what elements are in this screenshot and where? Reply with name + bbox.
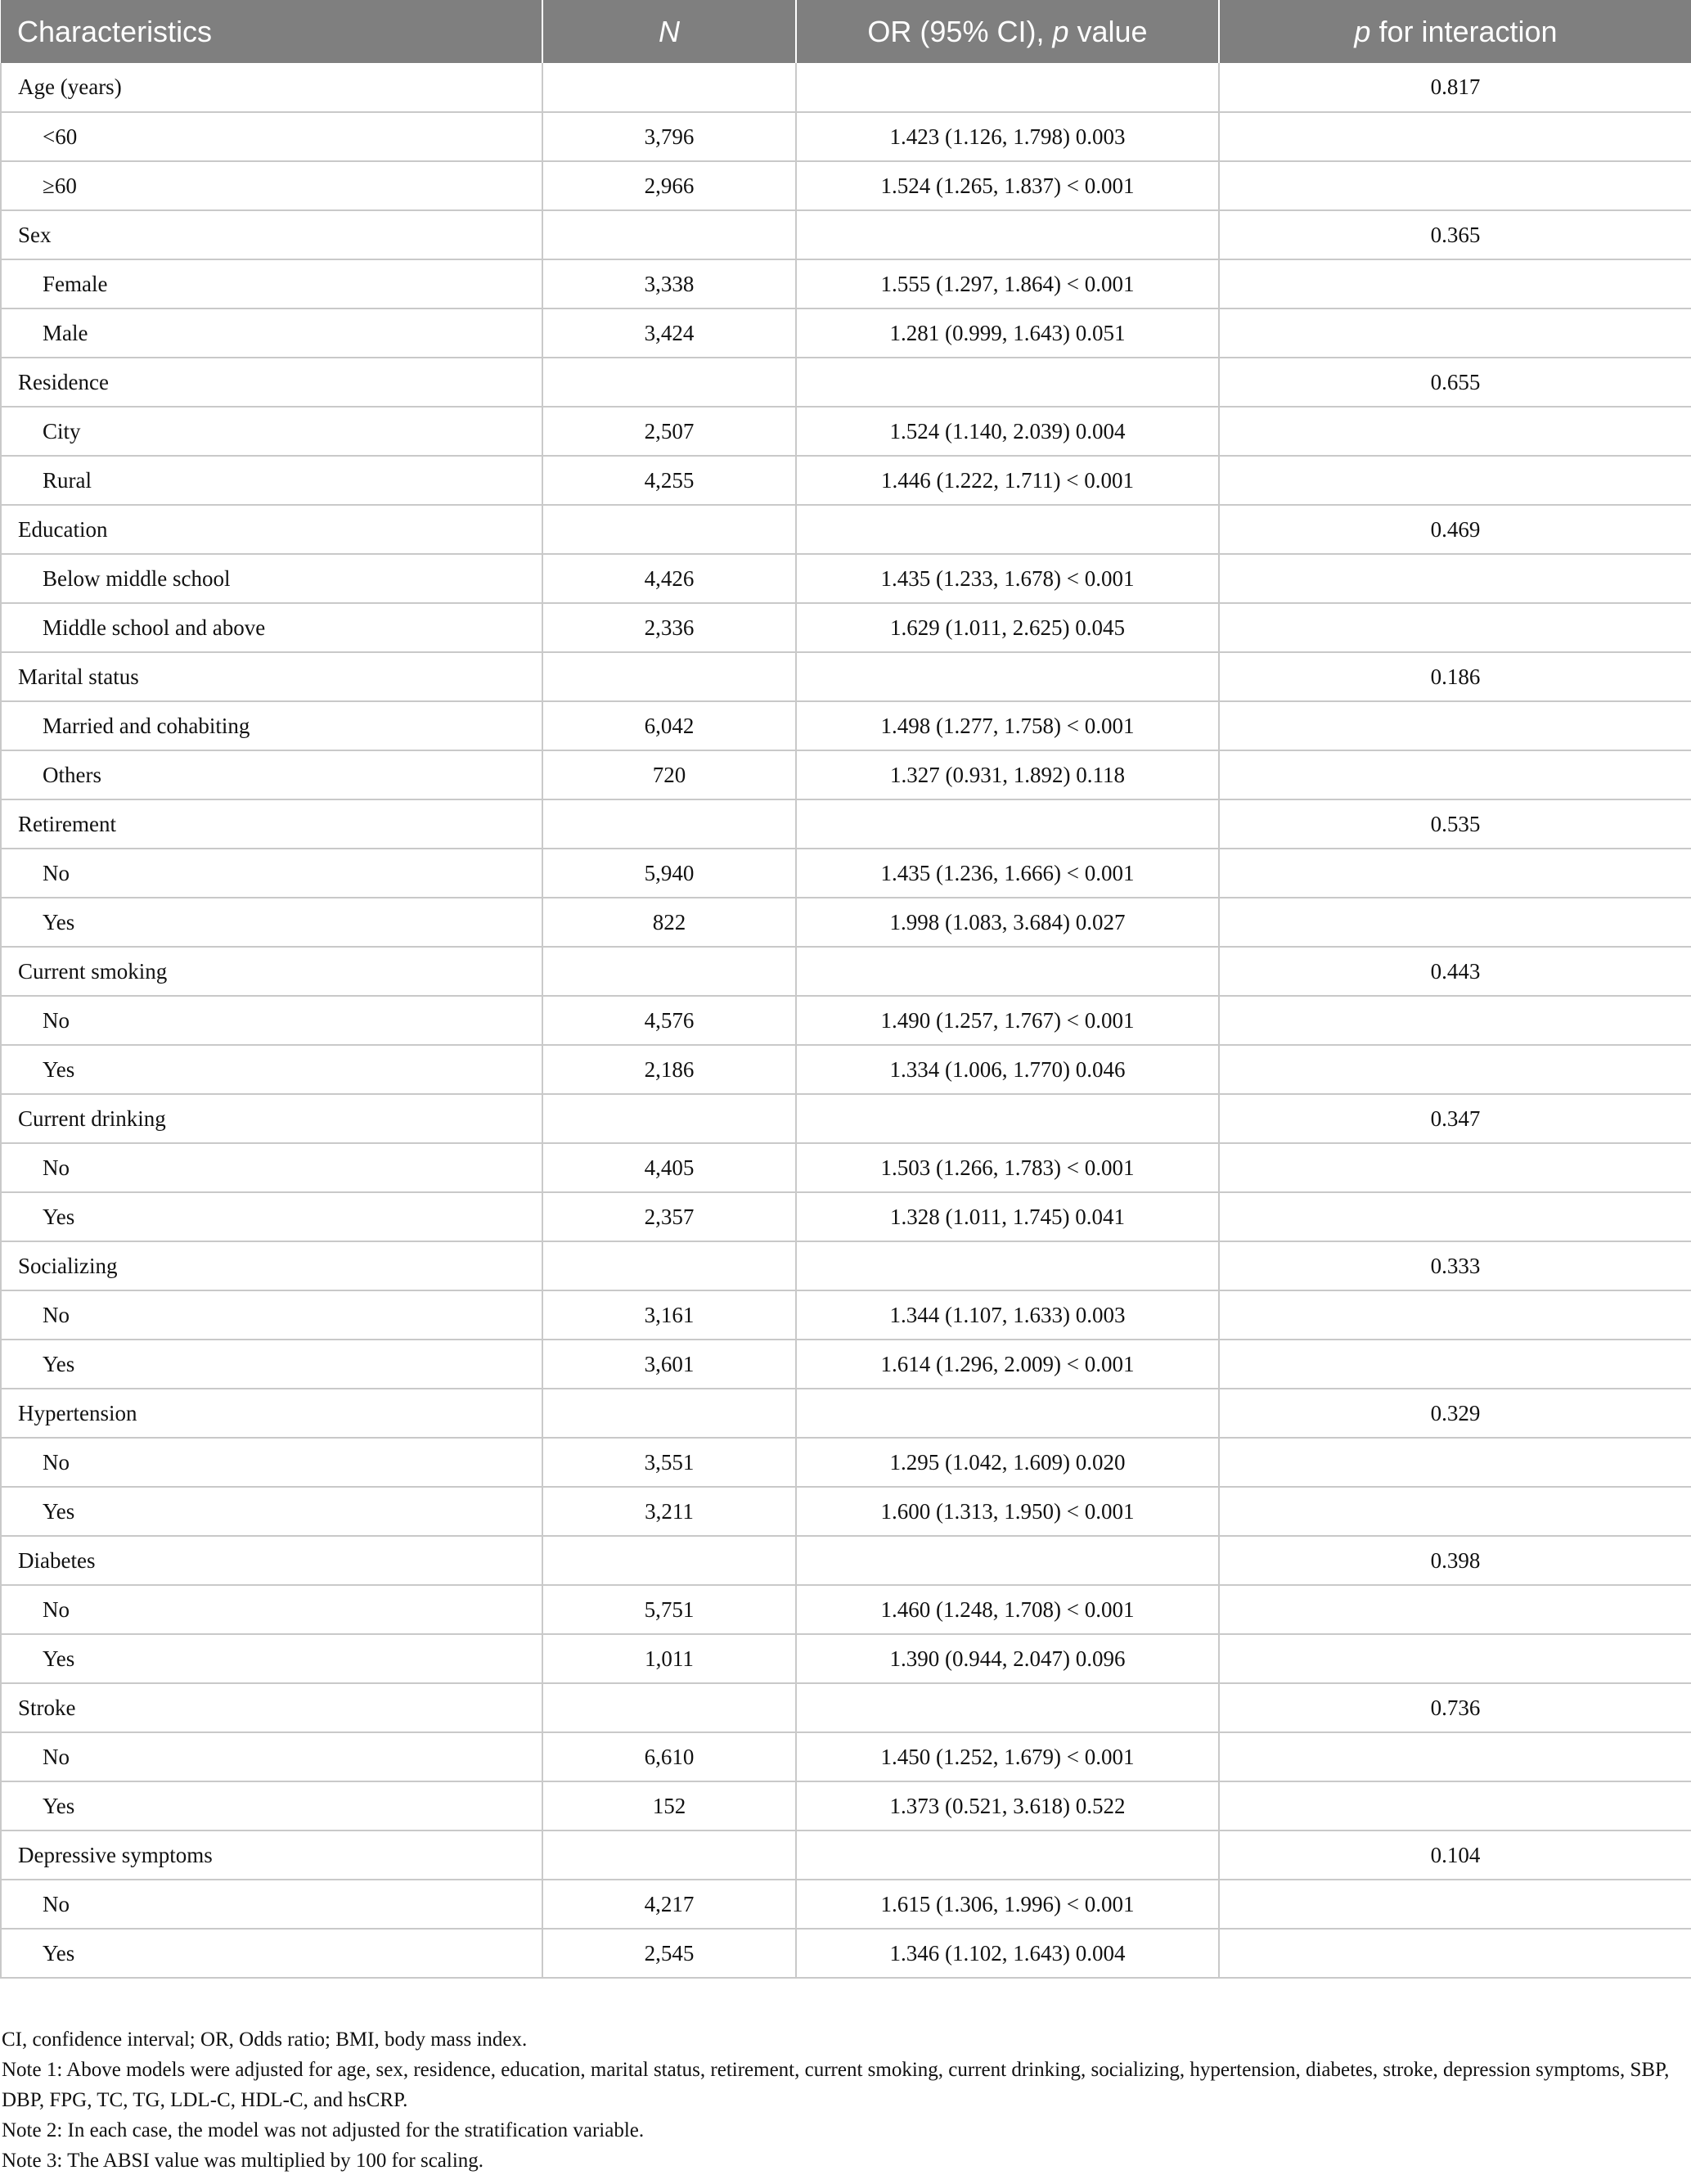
cell-or-ci-p	[796, 63, 1219, 112]
table-group-row	[1, 1241, 1691, 1290]
cell-characteristic: City	[1, 407, 542, 456]
cell-characteristic: Yes	[1, 1487, 542, 1536]
cell-n: 2,966	[542, 161, 796, 210]
cell-p-interaction	[1219, 308, 1691, 358]
table-header-row	[1, 0, 1691, 63]
table-group-row	[1, 1831, 1691, 1880]
cell-characteristic: Male	[1, 308, 542, 358]
table-subgroup-row	[1, 1634, 1691, 1683]
table-subgroup-row	[1, 1290, 1691, 1340]
cell-or-ci-p	[796, 1683, 1219, 1732]
cell-n: 3,211	[542, 1487, 796, 1536]
cell-n: 3,601	[542, 1340, 796, 1389]
cell-n: 4,576	[542, 996, 796, 1045]
cell-n: 2,507	[542, 407, 796, 456]
cell-characteristic: No	[1, 1143, 542, 1192]
header-or-p: p	[1052, 14, 1069, 48]
cell-or-ci-p: 1.344 (1.107, 1.633) 0.003	[796, 1290, 1219, 1340]
cell-characteristic: Rural	[1, 456, 542, 505]
cell-n: 4,405	[542, 1143, 796, 1192]
cell-p-interaction	[1219, 1045, 1691, 1094]
cell-p-interaction	[1219, 259, 1691, 308]
cell-characteristic: No	[1, 849, 542, 898]
cell-n: 4,426	[542, 554, 796, 603]
cell-n: 6,042	[542, 701, 796, 750]
cell-or-ci-p: 1.503 (1.266, 1.783) < 0.001	[796, 1143, 1219, 1192]
table-group-row	[1, 799, 1691, 849]
header-p-interaction	[1219, 0, 1691, 63]
cell-p-interaction	[1219, 849, 1691, 898]
cell-or-ci-p	[796, 1241, 1219, 1290]
cell-or-ci-p: 1.555 (1.297, 1.864) < 0.001	[796, 259, 1219, 308]
header-n-label: N	[659, 14, 680, 48]
cell-or-ci-p: 1.423 (1.126, 1.798) 0.003	[796, 112, 1219, 161]
cell-characteristic: No	[1, 1880, 542, 1929]
cell-characteristic: Yes	[1, 1192, 542, 1241]
cell-characteristic: No	[1, 996, 542, 1045]
cell-n: 152	[542, 1781, 796, 1831]
header-interaction-suffix: for interaction	[1370, 14, 1558, 48]
cell-n	[542, 1683, 796, 1732]
cell-or-ci-p	[796, 210, 1219, 259]
table-group-row	[1, 358, 1691, 407]
cell-or-ci-p: 1.614 (1.296, 2.009) < 0.001	[796, 1340, 1219, 1389]
header-characteristics: Characteristics	[1, 0, 542, 63]
cell-characteristic: Below middle school	[1, 554, 542, 603]
cell-or-ci-p: 1.346 (1.102, 1.643) 0.004	[796, 1929, 1219, 1978]
table-group-row	[1, 505, 1691, 554]
cell-n: 720	[542, 750, 796, 799]
cell-n: 2,336	[542, 603, 796, 652]
cell-p-interaction: 0.347	[1219, 1094, 1691, 1143]
cell-characteristic: Depressive symptoms	[1, 1831, 542, 1880]
cell-characteristic: Current drinking	[1, 1094, 542, 1143]
cell-or-ci-p	[796, 505, 1219, 554]
table-subgroup-row	[1, 1585, 1691, 1634]
cell-n: 5,940	[542, 849, 796, 898]
cell-characteristic: Marital status	[1, 652, 542, 701]
cell-p-interaction	[1219, 1290, 1691, 1340]
cell-n	[542, 1831, 796, 1880]
cell-or-ci-p	[796, 652, 1219, 701]
cell-p-interaction	[1219, 701, 1691, 750]
cell-n	[542, 652, 796, 701]
cell-characteristic: Female	[1, 259, 542, 308]
cell-p-interaction	[1219, 1634, 1691, 1683]
cell-n: 3,796	[542, 112, 796, 161]
cell-p-interaction: 0.655	[1219, 358, 1691, 407]
cell-or-ci-p: 1.328 (1.011, 1.745) 0.041	[796, 1192, 1219, 1241]
cell-or-ci-p: 1.615 (1.306, 1.996) < 0.001	[796, 1880, 1219, 1929]
table-subgroup-row	[1, 1880, 1691, 1929]
footnote-abbreviations: CI, confidence interval; OR, Odds ratio; BMI, body mass index.	[2, 2029, 528, 2051]
cell-characteristic: Married and cohabiting	[1, 701, 542, 750]
cell-or-ci-p	[796, 1094, 1219, 1143]
cell-characteristic: Socializing	[1, 1241, 542, 1290]
cell-p-interaction	[1219, 898, 1691, 947]
table-group-row	[1, 1683, 1691, 1732]
cell-p-interaction	[1219, 1929, 1691, 1978]
cell-or-ci-p	[796, 799, 1219, 849]
table-subgroup-row	[1, 898, 1691, 947]
table-subgroup-row	[1, 1929, 1691, 1978]
cell-n	[542, 1094, 796, 1143]
table-group-row	[1, 1389, 1691, 1438]
header-or	[796, 0, 1219, 63]
cell-or-ci-p: 1.327 (0.931, 1.892) 0.118	[796, 750, 1219, 799]
cell-characteristic: Yes	[1, 1045, 542, 1094]
cell-p-interaction	[1219, 1781, 1691, 1831]
cell-characteristic: Sex	[1, 210, 542, 259]
cell-n: 2,357	[542, 1192, 796, 1241]
table-group-row	[1, 1536, 1691, 1585]
cell-n: 5,751	[542, 1585, 796, 1634]
table-group-row	[1, 1094, 1691, 1143]
cell-characteristic: Hypertension	[1, 1389, 542, 1438]
cell-p-interaction	[1219, 1487, 1691, 1536]
header-or-suffix: value	[1068, 14, 1148, 48]
table-subgroup-row	[1, 849, 1691, 898]
cell-or-ci-p: 1.524 (1.140, 2.039) 0.004	[796, 407, 1219, 456]
table-group-row	[1, 947, 1691, 996]
table-subgroup-row	[1, 1143, 1691, 1192]
footnote-note-3: Note 3: The ABSI value was multiplied by 100 for scaling.	[2, 2150, 484, 2172]
cell-characteristic: Others	[1, 750, 542, 799]
cell-p-interaction: 0.365	[1219, 210, 1691, 259]
table-subgroup-row	[1, 1781, 1691, 1831]
cell-n	[542, 210, 796, 259]
cell-characteristic: No	[1, 1438, 542, 1487]
cell-n: 3,551	[542, 1438, 796, 1487]
cell-or-ci-p	[796, 947, 1219, 996]
cell-p-interaction: 0.443	[1219, 947, 1691, 996]
cell-p-interaction	[1219, 1438, 1691, 1487]
cell-or-ci-p: 1.390 (0.944, 2.047) 0.096	[796, 1634, 1219, 1683]
cell-characteristic: Residence	[1, 358, 542, 407]
cell-n	[542, 799, 796, 849]
cell-n: 2,186	[542, 1045, 796, 1094]
cell-or-ci-p	[796, 1389, 1219, 1438]
table-body	[1, 63, 1691, 1978]
cell-characteristic: <60	[1, 112, 542, 161]
cell-n	[542, 1389, 796, 1438]
cell-n: 822	[542, 898, 796, 947]
cell-or-ci-p: 1.295 (1.042, 1.609) 0.020	[796, 1438, 1219, 1487]
cell-characteristic: Stroke	[1, 1683, 542, 1732]
cell-characteristic: ≥60	[1, 161, 542, 210]
cell-p-interaction	[1219, 996, 1691, 1045]
cell-n: 1,011	[542, 1634, 796, 1683]
table-footnotes	[0, 2024, 1671, 2176]
cell-characteristic: Education	[1, 505, 542, 554]
cell-or-ci-p: 1.460 (1.248, 1.708) < 0.001	[796, 1585, 1219, 1634]
cell-p-interaction	[1219, 1732, 1691, 1781]
cell-p-interaction	[1219, 1192, 1691, 1241]
cell-p-interaction: 0.817	[1219, 63, 1691, 112]
header-or-label: OR (95% CI),	[867, 14, 1053, 48]
cell-characteristic: Yes	[1, 1781, 542, 1831]
cell-characteristic: No	[1, 1290, 542, 1340]
cell-or-ci-p: 1.435 (1.236, 1.666) < 0.001	[796, 849, 1219, 898]
cell-characteristic: No	[1, 1732, 542, 1781]
cell-n: 3,424	[542, 308, 796, 358]
cell-characteristic: Current smoking	[1, 947, 542, 996]
cell-n: 3,161	[542, 1290, 796, 1340]
cell-or-ci-p	[796, 1536, 1219, 1585]
cell-characteristic: Yes	[1, 1340, 542, 1389]
table-subgroup-row	[1, 407, 1691, 456]
table-subgroup-row	[1, 308, 1691, 358]
cell-n: 4,255	[542, 456, 796, 505]
cell-or-ci-p: 1.629 (1.011, 2.625) 0.045	[796, 603, 1219, 652]
cell-p-interaction: 0.398	[1219, 1536, 1691, 1585]
cell-or-ci-p: 1.281 (0.999, 1.643) 0.051	[796, 308, 1219, 358]
cell-n: 6,610	[542, 1732, 796, 1781]
cell-p-interaction	[1219, 112, 1691, 161]
cell-characteristic: No	[1, 1585, 542, 1634]
cell-p-interaction	[1219, 1143, 1691, 1192]
cell-characteristic: Age (years)	[1, 63, 542, 112]
table-subgroup-row	[1, 1340, 1691, 1389]
cell-or-ci-p: 1.490 (1.257, 1.767) < 0.001	[796, 996, 1219, 1045]
table-subgroup-row	[1, 1438, 1691, 1487]
table-subgroup-row	[1, 161, 1691, 210]
cell-n	[542, 358, 796, 407]
footnote-note-2: Note 2: In each case, the model was not adjusted for the stratification variable.	[2, 2119, 645, 2141]
table-subgroup-row	[1, 112, 1691, 161]
table-group-row	[1, 652, 1691, 701]
cell-n	[542, 505, 796, 554]
cell-p-interaction	[1219, 161, 1691, 210]
cell-characteristic: Yes	[1, 1929, 542, 1978]
cell-or-ci-p: 1.446 (1.222, 1.711) < 0.001	[796, 456, 1219, 505]
cell-p-interaction: 0.736	[1219, 1683, 1691, 1732]
cell-p-interaction	[1219, 1585, 1691, 1634]
cell-characteristic: Retirement	[1, 799, 542, 849]
table-subgroup-row	[1, 603, 1691, 652]
cell-p-interaction	[1219, 1340, 1691, 1389]
cell-or-ci-p: 1.450 (1.252, 1.679) < 0.001	[796, 1732, 1219, 1781]
table-group-row	[1, 63, 1691, 112]
cell-n: 2,545	[542, 1929, 796, 1978]
footnote-note-1: Note 1: Above models were adjusted for age, sex, residence, education, marital status, retirement, current smoking, current drinking, socializing, hypertension, diabetes, stroke, depression symptoms, SBP, DBP, FPG, TC, TG, LDL-C, HDL-C, and hsCRP.	[2, 2059, 1670, 2111]
table-subgroup-row	[1, 1045, 1691, 1094]
cell-or-ci-p: 1.334 (1.006, 1.770) 0.046	[796, 1045, 1219, 1094]
header-interaction-p: p	[1354, 14, 1371, 48]
table-subgroup-row	[1, 1192, 1691, 1241]
table-subgroup-row	[1, 554, 1691, 603]
cell-characteristic: Yes	[1, 1634, 542, 1683]
cell-or-ci-p: 1.998 (1.083, 3.684) 0.027	[796, 898, 1219, 947]
cell-n	[542, 1536, 796, 1585]
cell-p-interaction	[1219, 750, 1691, 799]
cell-or-ci-p: 1.373 (0.521, 3.618) 0.522	[796, 1781, 1219, 1831]
table-subgroup-row	[1, 701, 1691, 750]
cell-characteristic: Middle school and above	[1, 603, 542, 652]
cell-or-ci-p: 1.435 (1.233, 1.678) < 0.001	[796, 554, 1219, 603]
table-group-row	[1, 210, 1691, 259]
cell-p-interaction	[1219, 1880, 1691, 1929]
cell-n: 4,217	[542, 1880, 796, 1929]
cell-n: 3,338	[542, 259, 796, 308]
cell-or-ci-p	[796, 358, 1219, 407]
cell-p-interaction: 0.333	[1219, 1241, 1691, 1290]
table-subgroup-row	[1, 456, 1691, 505]
cell-p-interaction: 0.104	[1219, 1831, 1691, 1880]
cell-or-ci-p: 1.600 (1.313, 1.950) < 0.001	[796, 1487, 1219, 1536]
cell-or-ci-p	[796, 1831, 1219, 1880]
cell-p-interaction	[1219, 554, 1691, 603]
cell-n	[542, 1241, 796, 1290]
cell-or-ci-p: 1.524 (1.265, 1.837) < 0.001	[796, 161, 1219, 210]
table-subgroup-row	[1, 750, 1691, 799]
cell-p-interaction: 0.535	[1219, 799, 1691, 849]
header-n	[542, 0, 796, 63]
cell-n	[542, 63, 796, 112]
cell-characteristic: Diabetes	[1, 1536, 542, 1585]
cell-characteristic: Yes	[1, 898, 542, 947]
cell-p-interaction	[1219, 456, 1691, 505]
cell-p-interaction: 0.186	[1219, 652, 1691, 701]
table-subgroup-row	[1, 1732, 1691, 1781]
table-subgroup-row	[1, 1487, 1691, 1536]
cell-or-ci-p: 1.498 (1.277, 1.758) < 0.001	[796, 701, 1219, 750]
table-subgroup-row	[1, 996, 1691, 1045]
cell-p-interaction	[1219, 603, 1691, 652]
cell-n	[542, 947, 796, 996]
cell-p-interaction: 0.329	[1219, 1389, 1691, 1438]
table-subgroup-row	[1, 259, 1691, 308]
cell-p-interaction: 0.469	[1219, 505, 1691, 554]
cell-p-interaction	[1219, 407, 1691, 456]
